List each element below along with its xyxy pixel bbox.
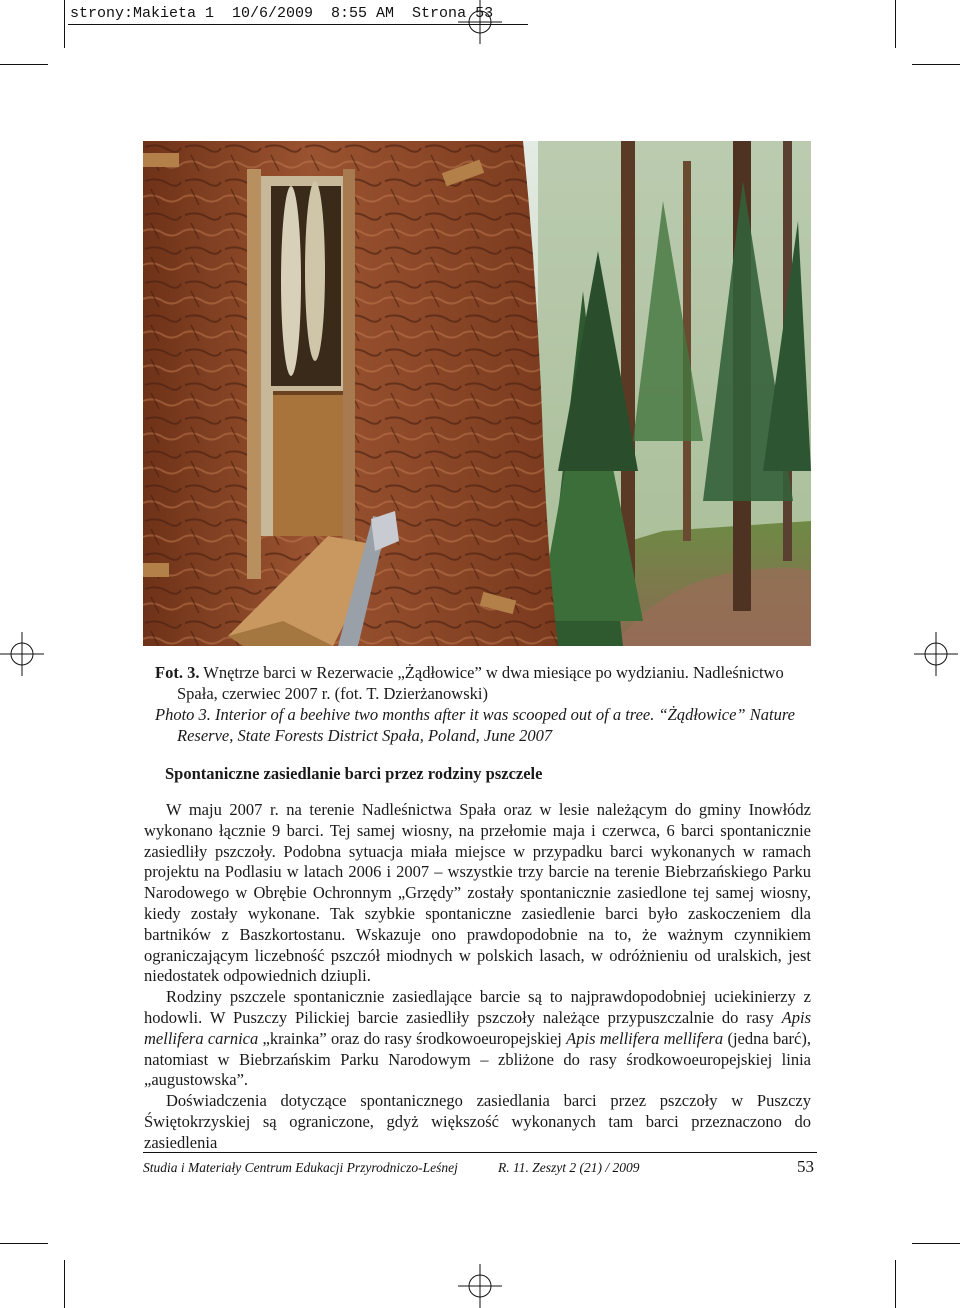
crop-mark-top-right-h [912,64,960,65]
crop-mark-bottom-right-v [895,1260,896,1308]
photo-caption [155,662,815,746]
paragraph-3: Doświadczenia dotyczące spontanicznego zasiedlania barci przez pszczoły w Puszczy Świętokrzyskiej są ograniczone, gdyż większość wykonanych tam barci przeznaczono do zasiedlenia [144,1091,811,1152]
crop-mark-bottom-left-v [64,1260,65,1308]
footer-issue: R. 11. Zeszyt 2 (21) / 2009 [498,1160,640,1175]
caption-polish-line-2: Spała, czerwiec 2007 r. (fot. T. Dzierżanowski) [177,684,488,703]
page-number: 53 [797,1157,814,1176]
photo-beehive-in-tree [143,141,811,646]
crop-mark-top-right-v [895,0,896,48]
print-slug: strony:Makieta 1 10/6/2009 8:55 AM Strona 53 [70,5,494,22]
paragraph-2-part-b: „krainka” oraz do rasy środkowoeuropejskiej [258,1028,567,1048]
paragraph-1: W maju 2007 r. na terenie Nadleśnictwa Spała oraz w lesie należącym do gminy Inowłódz wykonano łącznie 9 barci. Tej samej wiosny, na przełomie maja i czerwca, 6 barci spontanicznie zasiedliły pszczoły. Podobna sytuacja miała miejsce w przypadku barci wykonanych w ramach projektu na Podlasiu w latach 2006 i 2007 – wszystkie trzy barcie na terenie Biebrzańskiego Parku Narodowego w Obrębie Ochronnym „Grzędy” zostały spontanicznie zasiedlone tej samej wiosny, kiedy zostały wykonane. Tak szybkie spontaniczne zasiedlenie barci było zaskoczeniem dla bartników z Baszkortostanu. Wskazuje ono prawdopodobnie na to, że ważnym czynnikiem ograniczającym liczebność pszczół miodnych w polskich lasach, w odróżnieniu od uralskich, jest niedostatek odpowiednich dziupli. [144,800,811,986]
caption-english-line-2: Reserve, State Forests District Spała, Poland, June 2007 [177,726,553,745]
photo-illustration [143,141,811,646]
paragraph-2-part-c: (jedna barć), natomiast w Biebrzańskim Parku Narodowym – zbliżone do rasy środkowoeuropejskiej linia „augustowska”. [144,1028,811,1090]
caption-polish-line-1: Wnętrze barci w Rezerwacie „Żądłowice” w dwa miesiące po wydzianiu. Nadleśnictwo [199,663,784,682]
registration-mark-bottom [458,1264,502,1308]
footer-journal-title: Studia i Materiały Centrum Edukacji Przyrodniczo-Leśnej [143,1160,458,1175]
caption-english-line-1: Photo 3. Interior of a beehive two months after it was scooped out of a tree. “Żądłowice” Nature [155,705,795,724]
crop-mark-top-left-h [0,64,48,65]
crop-mark-bottom-right-h [912,1243,960,1244]
caption-label: Fot. 3. [155,663,200,682]
crop-mark-top-left-v [64,0,65,48]
species-name-carnica: Apis mellifera carnica [144,1007,811,1048]
registration-mark-top [458,0,502,44]
registration-mark-right [914,632,958,676]
body-text [144,800,811,1154]
footer-rule [143,1152,817,1153]
section-heading: Spontaniczne zasiedlanie barci przez rodziny pszczele [165,764,543,783]
paragraph-2 [144,987,811,1091]
registration-mark-left [0,632,44,676]
species-name-mellifera: Apis mellifera mellifera [566,1028,724,1048]
caption-english [155,704,815,746]
crop-mark-bottom-left-h [0,1243,48,1244]
caption-polish [155,662,815,704]
paragraph-2-part-a: Rodziny pszczele spontanicznie zasiedlające barcie są to najprawdopodobniej uciekinierzy z hodowli. W Puszczy Pilickiej barcie zasiedliły pszczoły należące przypuszczalnie do rasy [144,987,811,1027]
